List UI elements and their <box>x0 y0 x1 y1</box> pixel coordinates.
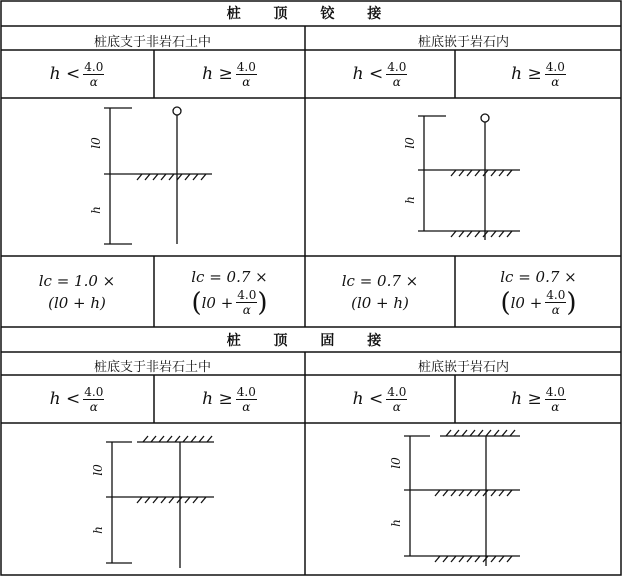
condition-h-ge: h ≥ $\frac{4.0}{\alpha}$ <box>511 59 565 89</box>
dim-label-h: h <box>389 519 403 527</box>
condition-h-ge: h ≥ $\frac{4.0}{\alpha}$ <box>202 384 256 414</box>
diagram-fixed-soil <box>106 436 214 568</box>
dim-label-h: h <box>89 206 103 214</box>
formula-cell: lc = 1.0 × (l0 + h) <box>38 271 116 312</box>
condition-h-lt: h < $\frac{4.0}{\alpha}$ <box>49 59 104 89</box>
condition-h-lt: h < $\frac{4.0}{\alpha}$ <box>352 384 407 414</box>
diagram-hinged-rock <box>418 114 520 240</box>
section-title-fixed: 桩 顶 固 接 <box>226 333 396 349</box>
formula-cell: lc = 0.7 × ( l0 + $\frac{4.0}{\alpha}$ ) <box>191 268 268 318</box>
diagram-hinged-soil <box>104 107 212 244</box>
dim-label-l0: l0 <box>91 464 105 476</box>
section-title-hinged: 桩 顶 铰 接 <box>226 6 396 22</box>
diagram-fixed-rock <box>404 430 520 566</box>
dim-label-l0: l0 <box>403 137 417 149</box>
column-header-rock: 桩底嵌于岩石内 <box>417 360 509 375</box>
condition-h-ge: h ≥ $\frac{4.0}{\alpha}$ <box>202 59 256 89</box>
column-header-soil: 桩底支于非岩石土中 <box>93 360 211 375</box>
dim-label-h: h <box>91 526 105 534</box>
condition-h-lt: h < $\frac{4.0}{\alpha}$ <box>49 384 104 414</box>
formula-cell: lc = 0.7 × ( l0 + $\frac{4.0}{\alpha}$ ) <box>500 268 577 318</box>
dim-label-l0: l0 <box>89 137 103 149</box>
dim-label-l0: l0 <box>389 457 403 469</box>
dim-label-h: h <box>403 196 417 204</box>
column-header-rock: 桩底嵌于岩石内 <box>417 35 509 50</box>
condition-h-lt: h < $\frac{4.0}{\alpha}$ <box>352 59 407 89</box>
condition-h-ge: h ≥ $\frac{4.0}{\alpha}$ <box>511 384 565 414</box>
formula-cell: lc = 0.7 × (l0 + h) <box>341 271 419 312</box>
column-header-soil: 桩底支于非岩石土中 <box>93 35 211 50</box>
